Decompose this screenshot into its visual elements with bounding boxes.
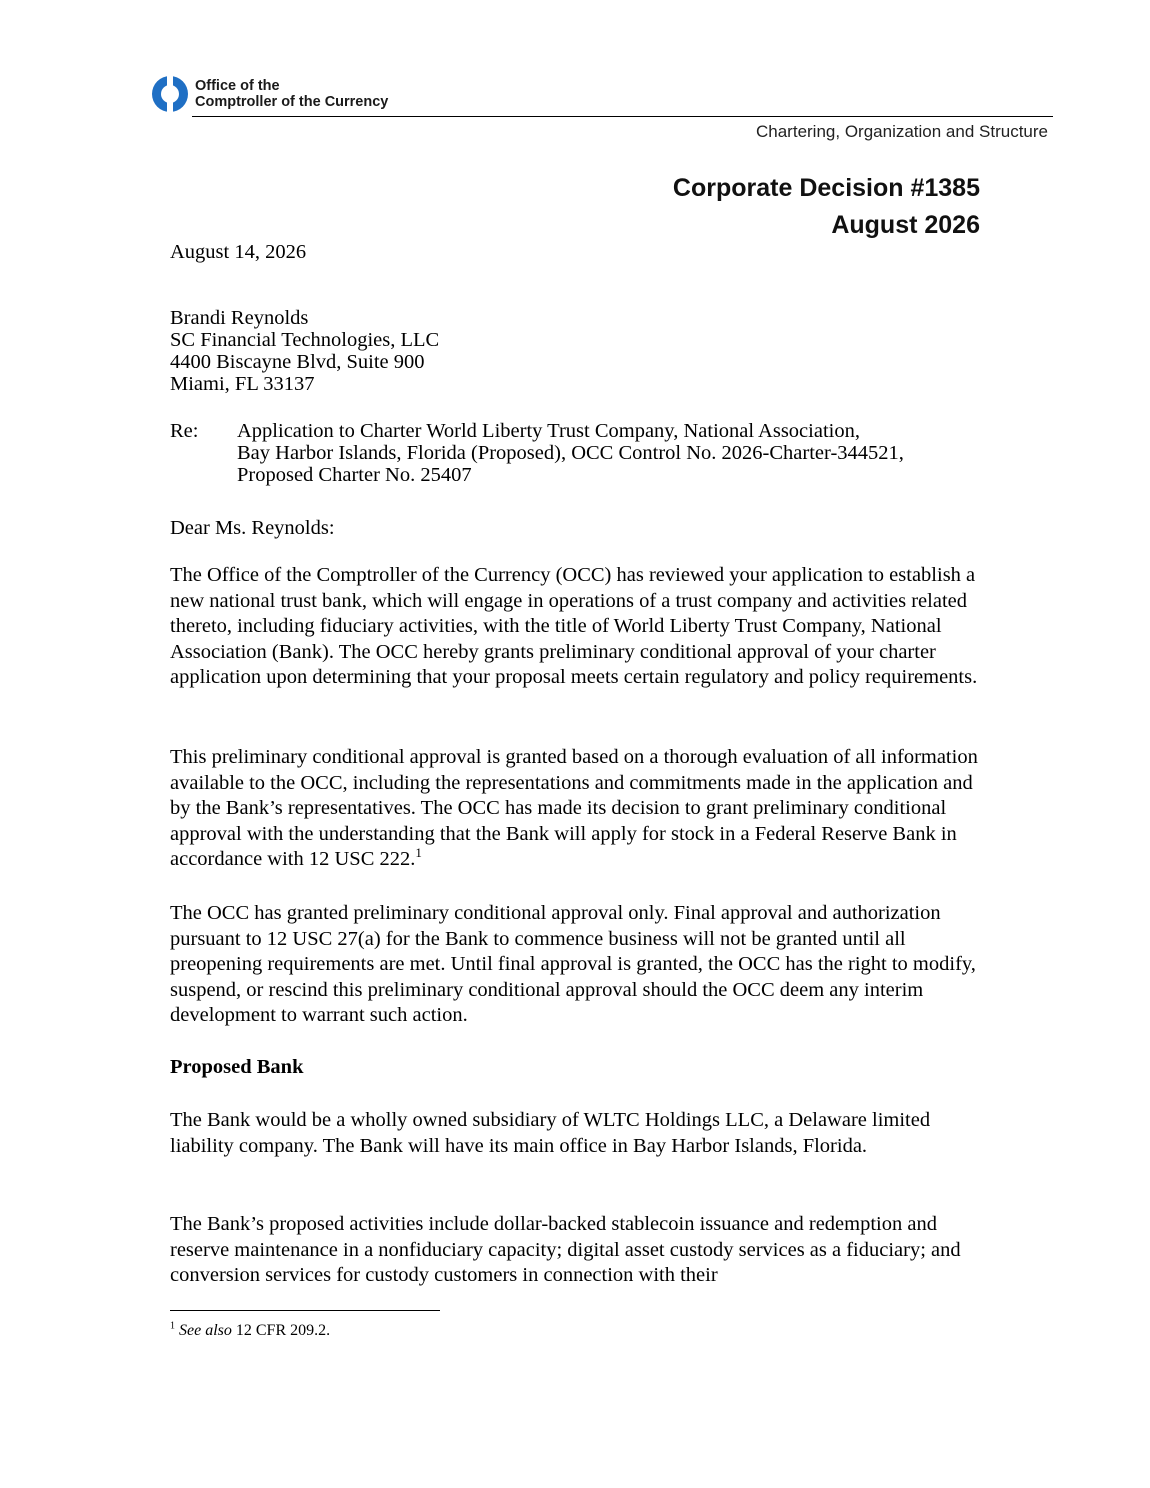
- subject-text: [237, 420, 997, 486]
- subject-line1: Application to Charter World Liberty Trust Company, National Association,: [237, 420, 860, 442]
- subject-line3: Proposed Charter No. 25407: [237, 464, 472, 486]
- header-divider: [192, 116, 1053, 117]
- body-paragraph-1: The Office of the Comptroller of the Currency (OCC) has reviewed your application to establish a new national trust bank, which will engage in operations of a trust company and activities related thereto, including fiduciary activities, with the title of World Liberty Trust Company, National Association (Bank). The OCC hereby grants preliminary conditional approval of your charter application upon determining that your proposal meets certain regulatory and policy requirements.: [170, 564, 978, 688]
- body-paragraph-4: The Bank would be a wholly owned subsidiary of WLTC Holdings LLC, a Delaware limited liability company. The Bank will have its main office in Bay Harbor Islands, Florida.: [170, 1109, 931, 1157]
- decision-month: August 2026: [831, 211, 980, 239]
- recipient-name: Brandi Reynolds: [170, 307, 309, 329]
- recipient-address: [170, 307, 1000, 395]
- org-name: [195, 78, 388, 110]
- decision-number: Corporate Decision #1385: [672, 174, 980, 202]
- footnote: [170, 1321, 330, 1341]
- footnote-divider: [170, 1310, 440, 1311]
- footnote-text: 12 CFR 209.2.: [231, 1322, 331, 1339]
- body-paragraph-2: [170, 745, 990, 873]
- division-name: Chartering, Organization and Structure: [756, 122, 1048, 141]
- salutation: Dear Ms. Reynolds:: [170, 517, 335, 539]
- occ-logo: [150, 74, 388, 114]
- recipient-city: Miami, FL 33137: [170, 373, 315, 395]
- subject-line2: Bay Harbor Islands, Florida (Proposed), OCC Control No. 2026-Charter-344521,: [237, 442, 904, 464]
- footnote-reference[interactable]: 1: [415, 845, 422, 861]
- body-paragraph-2-text: This preliminary conditional approval is granted based on a thorough evaluation of all information available to the OCC, including the representations and commitments made in the application and by the Bank’s representatives. The OCC has made its decision to grant preliminary conditional approval with the understanding that the Bank will apply for stock in a Federal Reserve Bank in accordance with 12 USC 222.: [170, 746, 978, 870]
- section-heading: Proposed Bank: [170, 1056, 304, 1078]
- footnote-number: 1: [170, 1320, 175, 1332]
- occ-logo-icon: [150, 74, 190, 114]
- org-name-line1: Office of the: [195, 78, 280, 94]
- recipient-company: SC Financial Technologies, LLC: [170, 329, 440, 351]
- letter-date: August 14, 2026: [170, 241, 307, 263]
- decision-title: [673, 170, 980, 244]
- body-paragraph-5: The Bank’s proposed activities include dollar-backed stablecoin issuance and redemption and reserve maintenance in a nonfiduciary capacity; digital asset custody services as a fiduciary; and conversion services for custody customers in connection with their: [170, 1213, 961, 1286]
- footnote-italic: See also: [179, 1322, 232, 1339]
- recipient-street: 4400 Biscayne Blvd, Suite 900: [170, 351, 425, 373]
- org-name-line2: Comptroller of the Currency: [195, 94, 389, 110]
- body-paragraph-3: The OCC has granted preliminary conditional approval only. Final approval and authorization pursuant to 12 USC 27(a) for the Bank to commence business will not be granted until all preopening requirements are met. Until final approval is granted, the OCC has the right to modify, suspend, or rescind this preliminary conditional approval should the OCC deem any interim development to warrant such action.: [170, 902, 976, 1026]
- subject-label: Re:: [170, 420, 199, 442]
